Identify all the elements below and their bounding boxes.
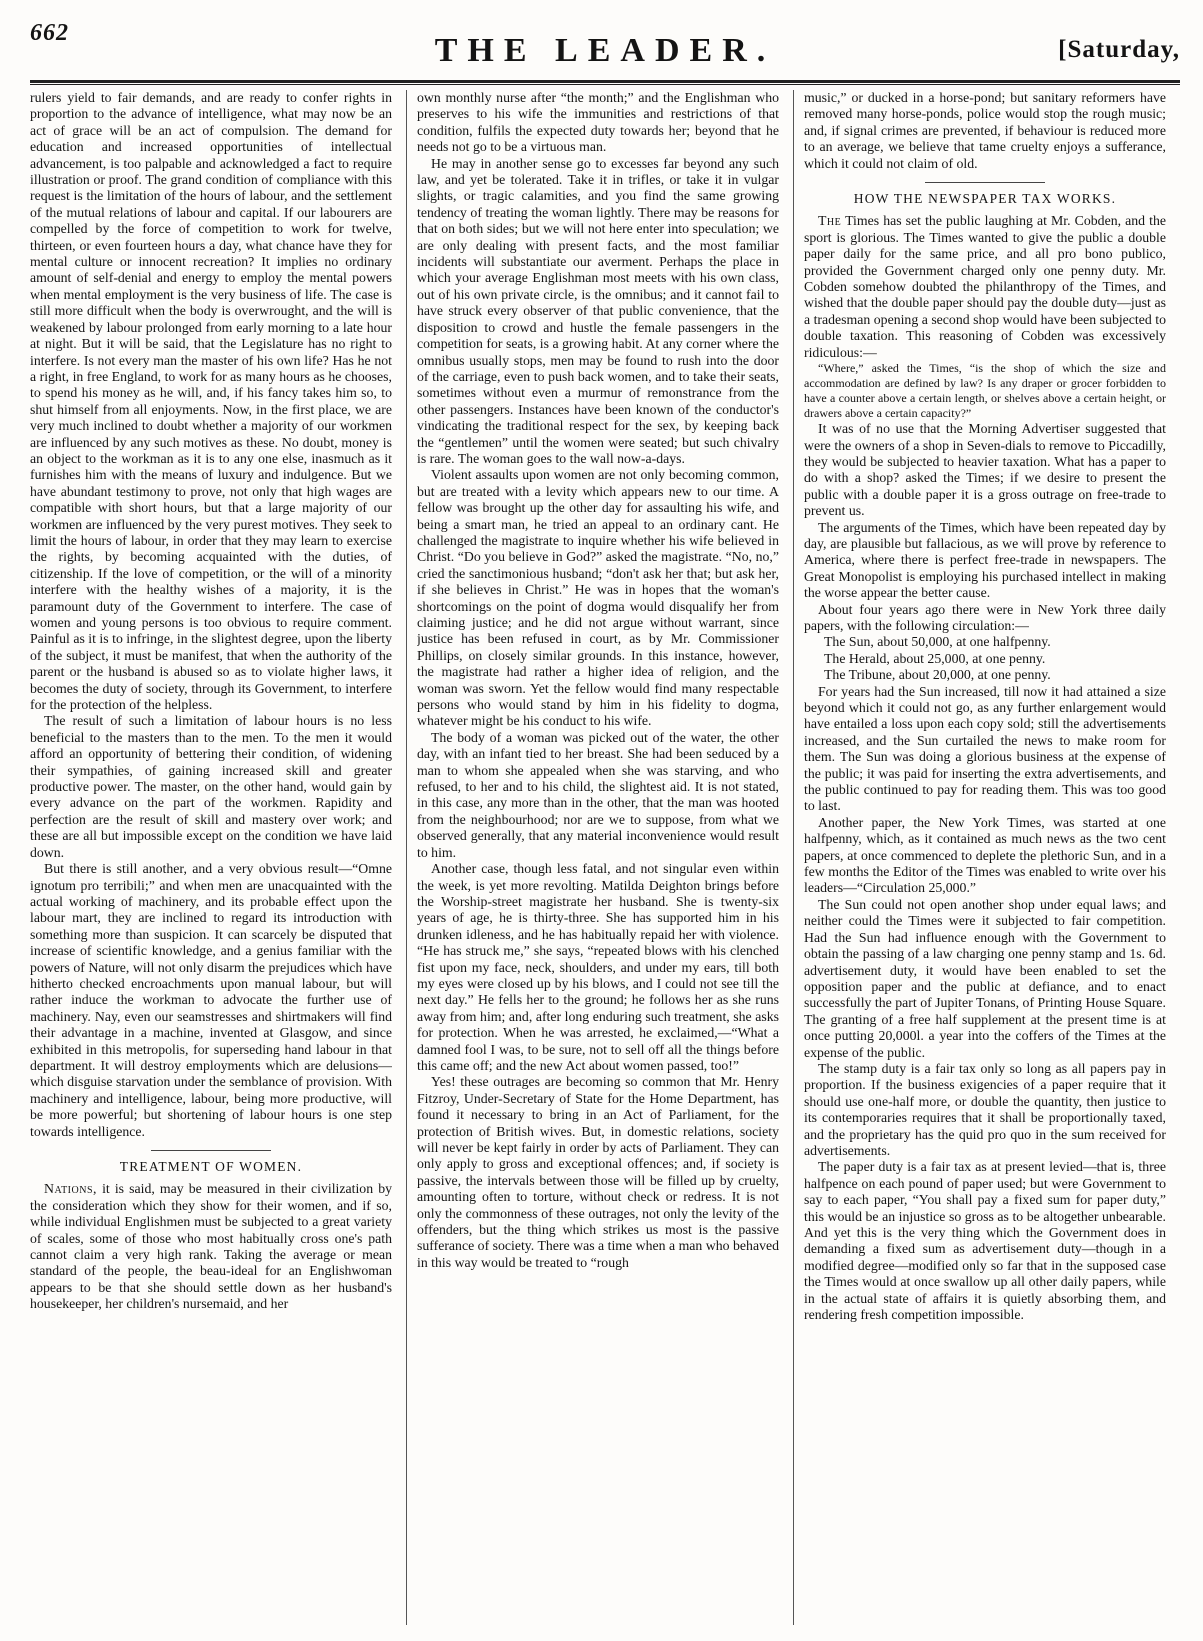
page-number: 662 <box>30 20 69 46</box>
circulation-item: The Herald, about 25,000, at one penny. <box>824 650 1046 666</box>
column-3 <box>804 90 1166 1625</box>
article-paragraph <box>30 1181 392 1312</box>
paragraph-text: Times has set the public laughing at Mr. Cobden, and the sport is glorious. The Times wanted to give the public a double paper daily for the same price, and all pro bono publico, provided the Government charged only one penny duty. Mr. Cobden somehow doubted the philanthropy of the Times, and wished that the double paper should pay the double duty—just as a tradesman opening a second shop would have been subjected to double taxation. This reasoning of Cobden was excessively ridiculous:— <box>804 213 1166 360</box>
article-paragraph: music,” or ducked in a horse-pond; but sanitary reformers have removed many horse-ponds, police would stop the rough music; and, if signal crimes are prevented, if behaviour is reduced more to an average, we believe that tame cruelty enjoys a sufferance, which it could not claim of old. <box>804 90 1166 171</box>
article-paragraph: The arguments of the Times, which have been repeated day by day, are plausible but fallacious, as we will prove by reference to America, where there is perfect free-trade in newspapers. The Great Monopolist is employing his purchased intellect in making the worse appear the better cause. <box>804 519 1166 601</box>
article-paragraph <box>804 213 1166 361</box>
block-quote: “Where,” asked the Times, “is the shop of which the size and accommodation are defined by law? Is any draper or grocer forbidden to have a counter above a certain length, or shelves above a certain height, or drawers above a certain capacity?” <box>804 361 1166 421</box>
article-paragraph: The result of such a limitation of labour hours is no less beneficial to the masters than to the men. To the men it would afford an opportunity of bettering their condition, of widening their sympathies, of gaining increased skill and greater productive power. The master, on the other hand, would gain by every advance on the part of the workmen. Rapidity and perfection are the result of skill and mastery over work; and these are all but impossible except on the condition we have laid down. <box>30 713 392 860</box>
article-paragraph: The body of a woman was picked out of the water, the other day, with an infant tied to her breast. She had been seduced by a man to whom she appealed when she was starving, and who refused, to her and to his child, the slightest aid. It is not stated, in this case, any more than in the other, that the man was hooted from the neighbourhood; nor are we to suppose, from what we observed generally, that any material inconvenience would result to him. <box>417 729 779 860</box>
article-paragraph: Violent assaults upon women are not only becoming common, but are treated with a levity which appears new to our time. A fellow was brought up the other day for assaulting his wife, and being a smart man, he tried an appeal to an ordinary cant. He challenged the magistrate to inquire whether his wife believed in Christ. “Do you believe in God?” asked the magistrate. “No, no,” cried the sanctimonious husband; “don't ask her that; but ask her, if she believes in Christ.” He was in hopes that the woman's shortcomings on the point of dogma would disqualify her from claiming justice; and he did not argue without warrant, since justice has been refused in court, as by Mr. Commissioner Phillips, on closely similar grounds. In this instance, however, the magistrate had rather a higher idea of religion, and the woman was sworn. Yet the fellow would find many respectable persons who would stand by him in his fidelity to dogma, whatever might be his conduct to his wife. <box>417 467 779 729</box>
article-paragraph: But there is still another, and a very obvious result—“Omne ignotum pro terribili;” and when men are unacquainted with the actual working of machinery, and its probable effect upon the labour mart, they are inclined to regard its introduction with something more than suspicion. It can scarcely be disputed that increase of scientific knowledge, and a genius familiar with the powers of Nature, will not only disarm the prejudices which have hitherto checked encroachments upon manual labour, but will rather induce the workman to advocate the further use of machinery. Nay, even our seamstresses and shirtmakers will find their advantage in a machine, invented at Glasgow, and since exhibited in this metropolis, for superseding hand labour in that department. It will destroy employments which are delusions—which disguise starvation under the semblance of provision. With machinery and intelligence, labour, being more productive, will be more powerful; but shortening of labour hours is one step towards intelligence. <box>30 861 392 1139</box>
column-separator-2 <box>793 90 794 1625</box>
lead-word: The <box>818 213 842 229</box>
article-paragraph: He may in another sense go to excesses far beyond any such law, and yet be tolerated. Take it in trifles, or take it in vulgar slights, or tragic calamities, and you find the same growing tendency of treating the woman lightly. There may be reasons for that on both sides; but we will not here enter into speculation; we are only dealing with present facts, and the most familiar incidents will substantiate our averment. Perhaps the place in which your average Englishman most meets with his own class, out of his own private circle, is the omnibus; and it cannot fail to have struck every observer of that public convenience, that the disposition to crowd and hustle the female passengers in the competition for seats, is a growing habit. At any corner where the omnibus usually stops, men may be found to rush into the door of the carriage, even to push back women, and to take their seats, sometimes without even a murmur of remonstrance from the other passengers. Instances have been known of the conductor's vindicating the traditional respect for the sex, by keeping back the “gentlemen” until the women were seated; but such chivalry is rare. The woman goes to the wall now-a-days. <box>417 155 779 466</box>
circulation-item: The Tribune, about 20,000, at one penny. <box>824 667 1051 683</box>
column-2 <box>417 90 779 1625</box>
article-paragraph: Another paper, the New York Times, was started at one halfpenny, which, as it contained as much news as the two cent papers, at once commenced to deplete the plethoric Sun, and in a few months the Editor of the Times was enabled to write over his leaders—“Circulation 25,000.” <box>804 814 1166 896</box>
column-1 <box>30 90 392 1625</box>
circulation-list <box>824 634 1166 683</box>
dateline: [Saturday, <box>1058 36 1180 63</box>
masthead-title: THE LEADER. <box>434 32 776 69</box>
article-paragraph: rulers yield to fair demands, and are ready to confer rights in proportion to the advance of intelligence, what may now be an act of grace will be an act of compulsion. The demand for education and increased opportunities of intellectual advancement, is too palpable and acknowledged a fact to require illustration or proof. The grand condition of compliance with this request is the limitation of the hours of labour, and the settlement of the mutual relations of labour and capital. If our labourers are compelled by the force of competition to work for twelve, thirteen, or even fourteen hours a day, what chance have they for mental culture or innocent recreation? It implies no ordinary amount of self-denial and energy to employ the mental powers when mental employment is the very business of life. The case is still more difficult when the body is overwrought, and the will is weakened by labour prolonged from early morning to a late hour at night. But it will be said, that the Legislature has no right to interfere. Is not every man the master of his own life? Has he not a right, in free England, to work for as many hours as he chooses, to spend his money as he will, and, if his fancy takes him so, to shut himself from all enjoyments. Now, in the first place, we are very much inclined to doubt whether a majority of our workmen are influenced by any such motives as these. No doubt, money is an object to the workman as it is to any one else, inasmuch as it furnishes him with the means of luxury and indulgence. But we have abundant testimony to prove, not only that high wages are compatible with short hours, but that a large majority of our workmen are influenced by the very purest motives. They seek to limit the hours of labour, in order that they may learn to exercise the rights, by becoming acquainted with the duties, of citizenship. If the love of competition, or the will of a minority interfere with the healthy wishes of a majority, it is the paramount duty of the Government to interfere. The case of women and young persons is too obvious to require comment. Painful as it is to infringe, in the slightest degree, upon the liberty of the subject, it must be manifest, that when the authority of the parent or the husband is abused so as to violate higher laws, it becomes the duty of society, through its Government, to interfere for the protection of the helpless. <box>30 90 392 713</box>
paragraph-text: it is said, may be measured in their civilization by the consideration which they show for their women, and if so, while individual Englishmen must be subjected to a great variety of scales, some of those who most habitually cross one's path cannot claim a very high rank. Taking the average or mean standard of the people, the beau-ideal for an Englishwoman appears to be that she should settle down as her husband's housekeeper, her children's nursemaid, and her <box>30 1181 392 1312</box>
header-bar <box>30 20 1180 80</box>
article-paragraph: It was of no use that the Morning Advertiser suggested that were the owners of a shop in Seven-dials to remove to Piccadilly, they would be subjected to heavier taxation. What has a paper to do with a shop? asked the Times; if we desire to present the public with a double paper it is a gross outrage on free-trade to prevent us. <box>804 421 1166 519</box>
article-paragraph: For years had the Sun increased, till now it had attained a size beyond which it could not go, as any further enlargement would have entailed a loss upon each copy sold; still the advertisements increased, and the Sun curtailed the news to make room for them. The Sun was doing a glorious business at the expense of the public; it was paid for inserting the extra advertisements, and the public continued to pay for reading them. This was too good to last. <box>804 683 1166 814</box>
article-paragraph: The stamp duty is a fair tax only so long as all papers pay in proportion. If the business exigencies of a paper require that it should use one-half more, or double the quantity, then justice to its contemporaries requires that it shall be proportionally taxed, and the proprietary has the quid pro quo in the sum received for advertisements. <box>804 1060 1166 1158</box>
header-rule <box>30 80 1180 83</box>
column-separator-1 <box>406 90 407 1625</box>
article-paragraph: own monthly nurse after “the month;” and the Englishman who preserves to his wife the immunities and restrictions of that condition, fulfils the expected duty towards her; beyond that he needs not go to be a virtuous man. <box>417 90 779 155</box>
section-heading-treatment-of-women: TREATMENT OF WOMEN. <box>119 1159 303 1174</box>
section-heading-newspaper-tax: HOW THE NEWSPAPER TAX WORKS. <box>853 191 1117 207</box>
lead-word: Nations, <box>44 1181 97 1197</box>
article-paragraph: Yes! these outrages are becoming so common that Mr. Henry Fitzroy, Under-Secretary of State for the Home Department, has found it necessary to bring in an Act of Parliament, for the protection of British wives. But, in domestic relations, society will never be kept fairly in order by acts of Parliament. They can only apply to gross and exceptional offences; and, if society is passive, the intervals between those will be filled up by cruelty, amounting often to torture, without check or redress. It is not only the commonness of these outrages, not only the levity of the offenders, but the thing which strikes us most is the passive sufferance of society. There was a time when a man who behaved in this way would be treated to “rough <box>417 1074 779 1270</box>
section-divider <box>925 182 1045 183</box>
article-paragraph: The paper duty is a fair tax as at present levied—that is, three halfpence on each pound of paper used; but were Government to say to each paper, “You shall pay a fixed sum for paper duty,” this would be an injustice so gross as to be altogether unbearable. And yet this is the very thing which the Government does in demanding a fixed sum as advertisement duty—though in a modified degree—modified only so far that in the supposed case the Times would at once swallow up all other daily papers, while in the actual state of affairs it is quietly absorbing them, and rendering fresh competition impossible. <box>804 1159 1166 1323</box>
article-paragraph: The Sun could not open another shop under equal laws; and neither could the Times were it subjected to fair competition. Had the Sun had influence enough with the Government to obtain the passing of a law charging one penny stamp and 1s. 6d. advertisement duty, it would have been enabled to set the opposition paper and the public at defiance, and to enact successfully the part of Jupiter Tonans, of Printing House Square. The granting of a free half supplement at the present time is at once putting 20,000l. a year into the coffers of the Times at the expense of the public. <box>804 896 1166 1060</box>
article-paragraph: Another case, though less fatal, and not singular even within the week, is yet more revolting. Matilda Deighton brings before the Worship-street magistrate her husband. She is twenty-six years of age, he is thirty-three. She has supported him in his drunken idleness, and he has habitually repaid her with violence. “He has struck me,” she says, “repeated blows with his clenched fist upon my face, neck, shoulders, and under my ears, till both my eyes were closed up by his blows, and I could not see till the next day.” He fells her to the ground; he follows her as she runs away from him; and, after long enduring such treatment, she asks for protection. When he was arrested, he exclaimed,—“What a damned fool I was, to be sure, not to sell off all the things before this came off; and the new Act about women passed, too!” <box>417 861 779 1073</box>
header-rule-thin <box>30 84 1180 85</box>
section-divider <box>151 1150 271 1151</box>
circulation-item: The Sun, about 50,000, at one halfpenny. <box>824 634 1051 650</box>
article-paragraph: About four years ago there were in New York three daily papers, with the following circulation:— <box>804 601 1166 633</box>
